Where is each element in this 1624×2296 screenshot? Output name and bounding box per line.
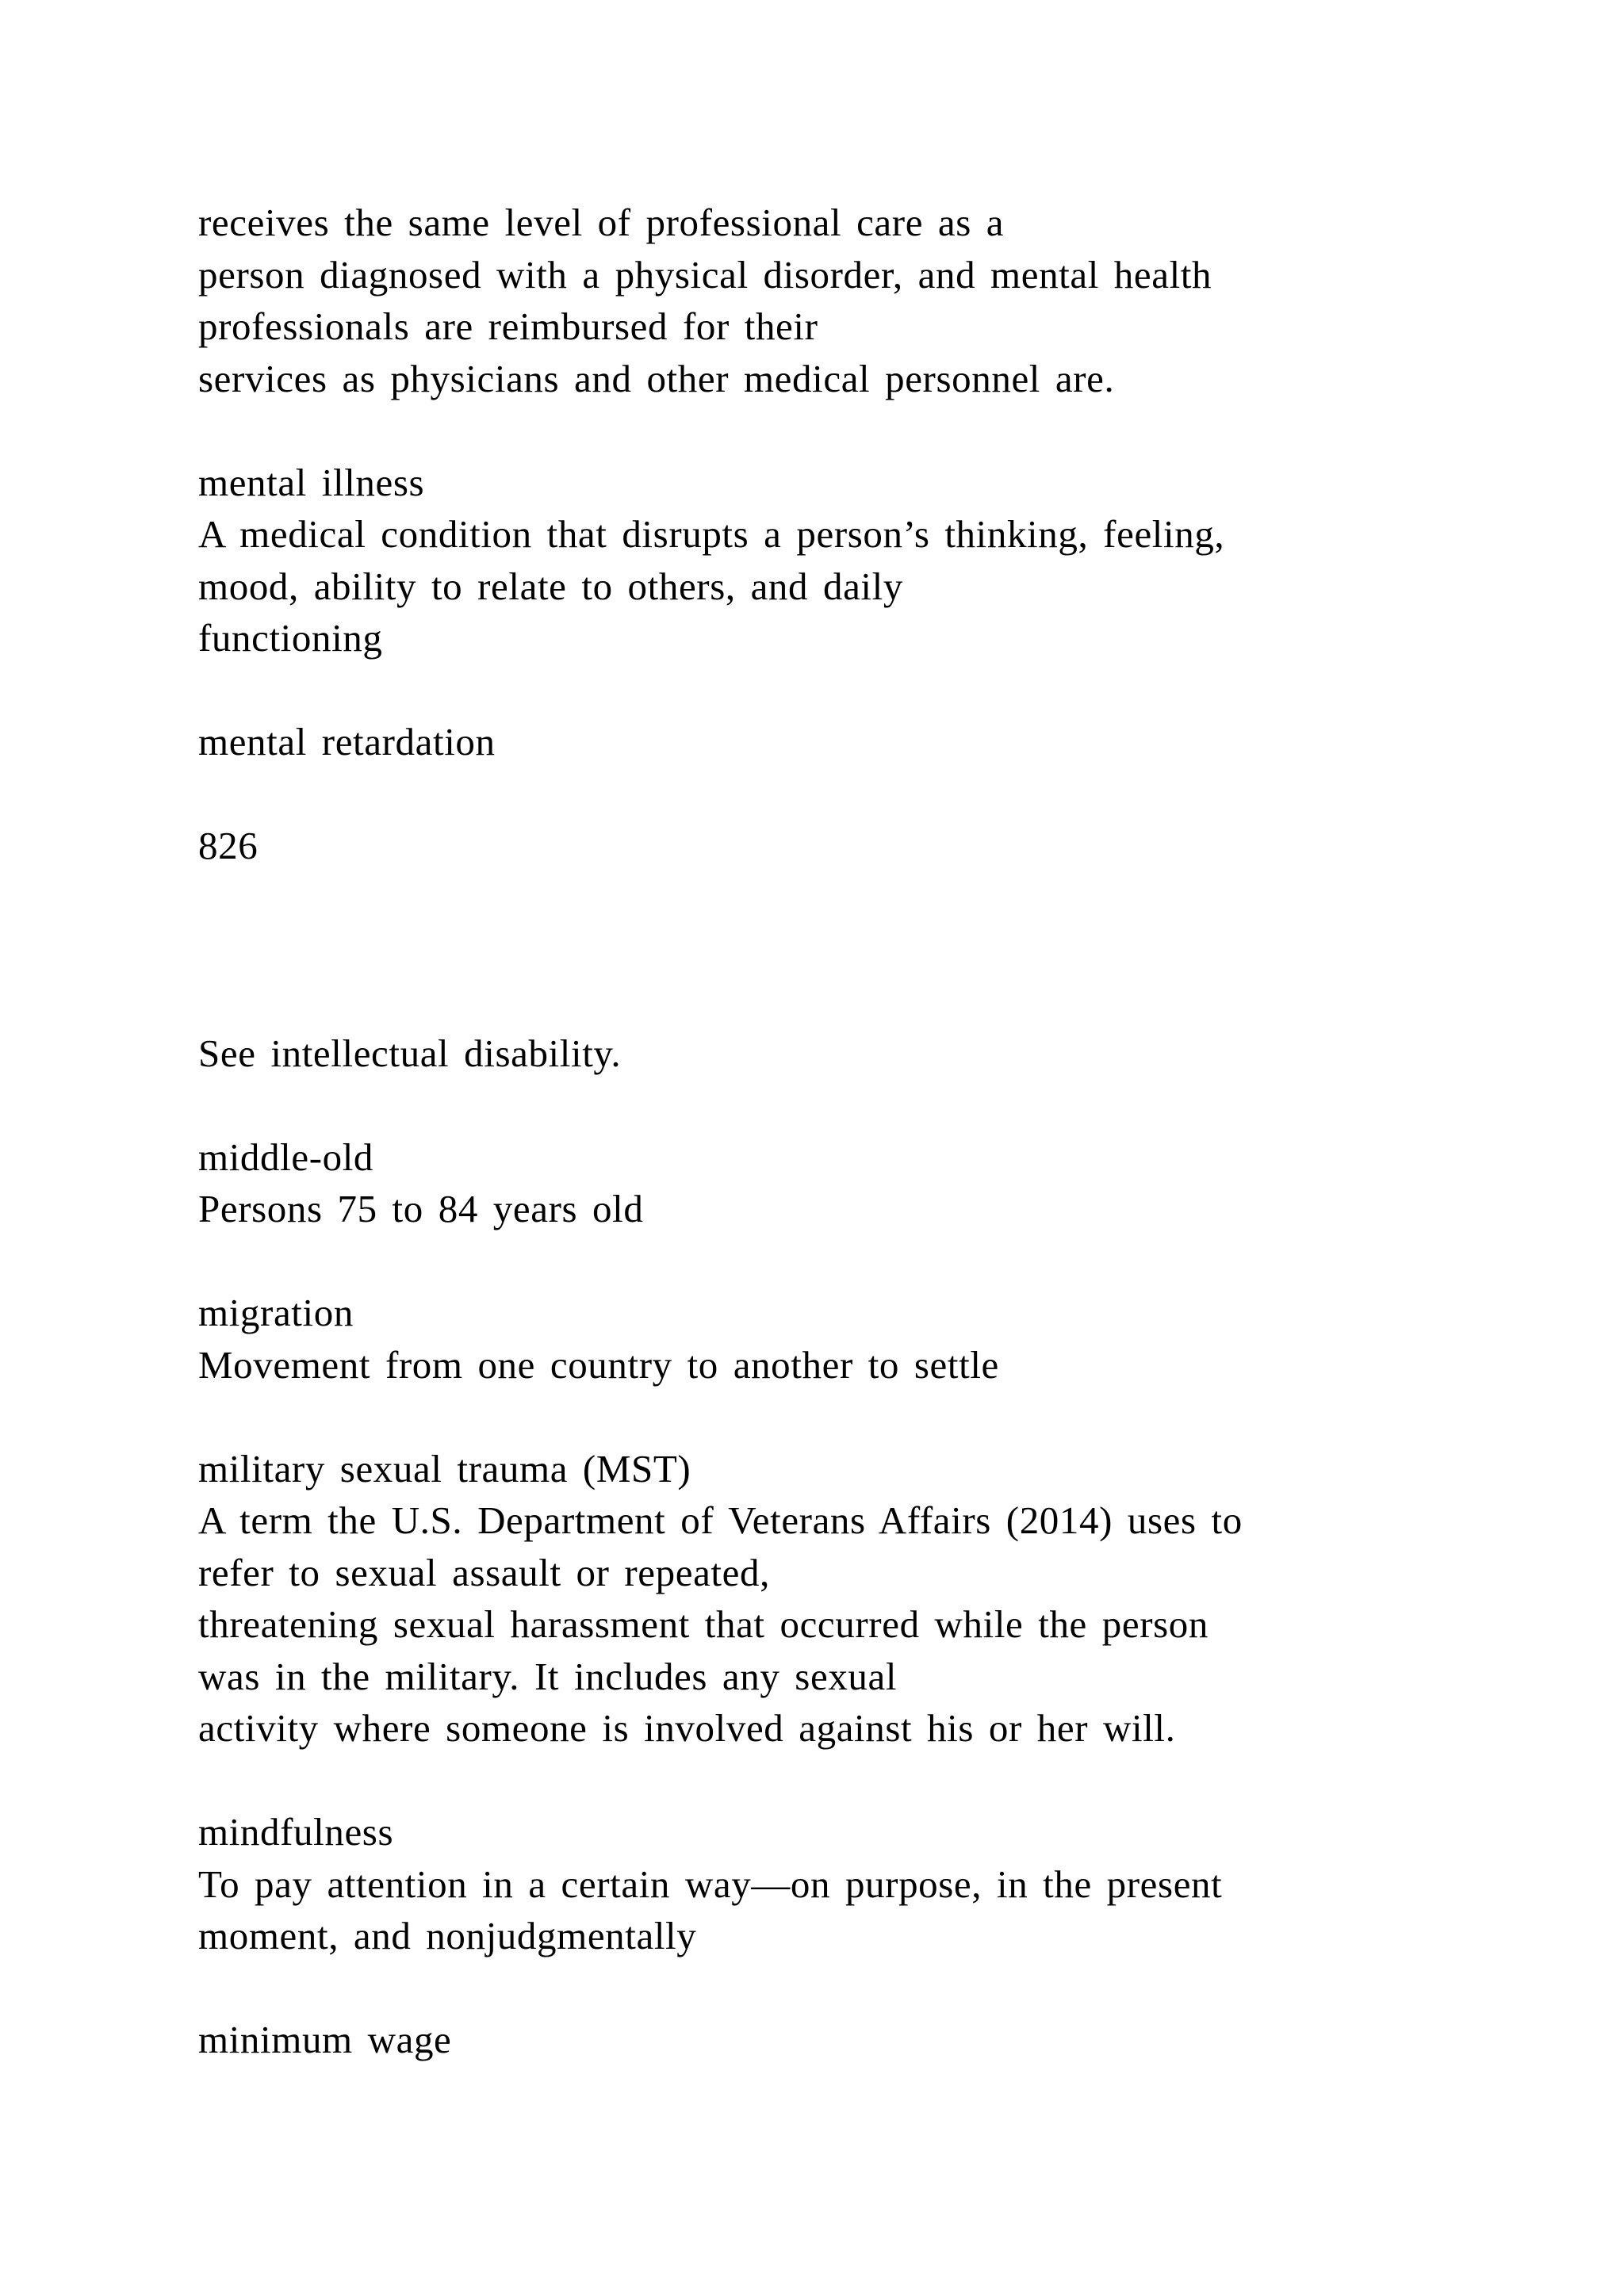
continuation-paragraph xyxy=(198,197,1467,404)
spacer xyxy=(198,404,1467,457)
spacer xyxy=(198,1755,1467,1807)
spacer xyxy=(198,1235,1467,1288)
text-line: receives the same level of professional care as a xyxy=(198,201,1005,244)
glossary-definition-line: activity where someone is involved against his or her will. xyxy=(198,1706,1176,1750)
glossary-term: mental illness xyxy=(198,460,425,504)
glossary-definition-line: refer to sexual assault or repeated, xyxy=(198,1550,770,1594)
glossary-definition-line: Persons 75 to 84 years old xyxy=(198,1187,644,1230)
glossary-entry-military-sexual-trauma xyxy=(198,1443,1467,1755)
spacer xyxy=(198,1391,1467,1443)
spacer xyxy=(198,664,1467,717)
glossary-definition-line: A medical condition that disrupts a person’s thinking, feeling, xyxy=(198,512,1225,556)
glossary-definition-line: mood, ability to relate to others, and daily xyxy=(198,564,903,608)
glossary-entry-middle-old xyxy=(198,1131,1467,1235)
page-number: 826 xyxy=(198,824,259,867)
spacer xyxy=(198,768,1467,821)
glossary-definition-line: threatening sexual harassment that occurred while the person xyxy=(198,1602,1208,1646)
glossary-entry-mindfulness xyxy=(198,1806,1467,1962)
glossary-term: migration xyxy=(198,1291,354,1334)
glossary-entry-mental-retardation xyxy=(198,716,1467,768)
glossary-definition-line: Movement from one country to another to settle xyxy=(198,1342,999,1387)
glossary-term: mindfulness xyxy=(198,1810,394,1854)
glossary-term: middle-old xyxy=(198,1135,374,1179)
glossary-definition-line: A term the U.S. Department of Veterans Affairs (2014) uses to xyxy=(198,1498,1243,1542)
text-line: professionals are reimbursed for their xyxy=(198,304,818,348)
glossary-term: military sexual trauma (MST) xyxy=(198,1446,691,1490)
text-line: services as physicians and other medical personnel are. xyxy=(198,356,1115,400)
glossary-term: mental retardation xyxy=(198,720,496,763)
glossary-entry-minimum-wage xyxy=(198,2014,1467,2066)
glossary-text xyxy=(198,197,1467,2066)
glossary-definition-line: See intellectual disability. xyxy=(198,1031,622,1075)
glossary-entry-mental-retardation-continued xyxy=(198,1027,1467,1080)
glossary-entry-migration xyxy=(198,1287,1467,1391)
glossary-definition-line: was in the military. It includes any sexual xyxy=(198,1654,898,1698)
glossary-definition-line: moment, and nonjudgmentally xyxy=(198,1914,697,1957)
page-break-gap xyxy=(198,872,1467,1027)
spacer xyxy=(198,1079,1467,1131)
glossary-entry-mental-illness xyxy=(198,457,1467,664)
glossary-definition-line: functioning xyxy=(198,616,383,660)
glossary-definition-line: To pay attention in a certain way—on purpose, in the present xyxy=(198,1862,1223,1906)
text-line: person diagnosed with a physical disorder, and mental health xyxy=(198,252,1212,297)
spacer xyxy=(198,1962,1467,2015)
glossary-term: minimum wage xyxy=(198,2018,452,2061)
